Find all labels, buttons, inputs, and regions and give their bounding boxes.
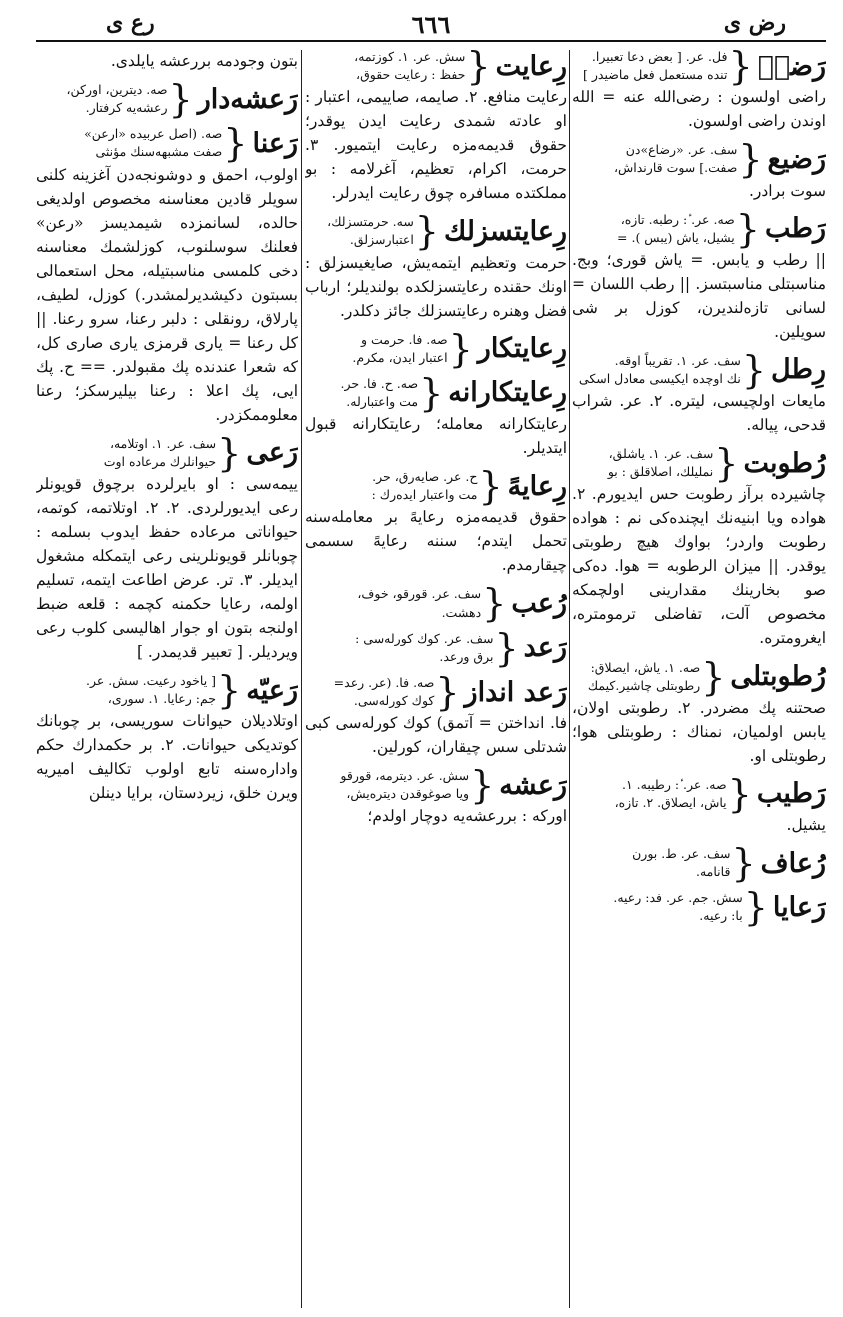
definition: ییمه‌سی : او بایرلرده برچوق قویونلر رعی ایدیورلردی. ٢. ٢. اوتلاتمه، کوتمه، حیواناتی مرعاده حفظ ایدوب بسلمه : چوبانلر قویونلرینی رعی ایتمکله مشغول ایدیلر. ٣. تر. عرض اطاعت ایتمه، تسلیم اولمه، رعایا حکمنه کچمه : قلعه ضبط اولنجه بتون او جوار اهالیسی کلوب رعی ویردیلر. [ تعبیر قدیمدر. ] bbox=[36, 474, 298, 662]
definition: مایعات اولچیسی، لیتره. ٢. عر. شراب قدحی، پیاله. bbox=[572, 392, 826, 435]
dictionary-entry bbox=[572, 441, 826, 650]
headword: رَضیٖ bbox=[757, 50, 826, 82]
grammar-line: نك اوچده ایکیسی معادل اسکی bbox=[578, 370, 741, 386]
brace-mark: { bbox=[168, 77, 193, 122]
entry-head bbox=[572, 206, 826, 251]
column-left bbox=[36, 48, 298, 1310]
dictionary-entry bbox=[305, 370, 567, 460]
grammar-line: اعتبارسزلق. bbox=[349, 232, 414, 248]
grammar-line: سش. عر. دیترمه، قورقو bbox=[340, 768, 470, 784]
brace-mark: { bbox=[435, 669, 460, 714]
entry-head bbox=[305, 669, 567, 714]
grammar-note bbox=[305, 585, 481, 621]
column-right bbox=[572, 48, 826, 1310]
entry-head bbox=[305, 370, 567, 415]
grammar-note bbox=[305, 468, 477, 504]
grammar-note bbox=[572, 141, 737, 177]
grammar-note bbox=[36, 125, 222, 161]
grammar-line: سف. عر. ١. تقریباً اوقه. bbox=[614, 352, 741, 368]
entry-head bbox=[36, 430, 298, 475]
dictionary-entry bbox=[572, 206, 826, 344]
grammar-line: ویا صوغوقدن دیتره‌یش، bbox=[346, 786, 470, 802]
headword: رَعشه‌دار bbox=[197, 83, 298, 115]
brace-mark: { bbox=[714, 441, 739, 486]
dictionary-entry bbox=[305, 625, 567, 670]
header-right-guide: رض ی bbox=[723, 10, 786, 36]
grammar-line: صفت.] سوت قارنداش، bbox=[613, 160, 738, 176]
headword: رَطب bbox=[764, 213, 826, 245]
entry-head bbox=[305, 326, 567, 371]
brace-mark: { bbox=[731, 841, 756, 886]
grammar-line: سف. عر. ١. یاشلق، bbox=[608, 446, 714, 462]
dictionary-entry bbox=[305, 669, 567, 759]
headword: رُعب bbox=[511, 588, 567, 620]
entry-head bbox=[572, 48, 826, 89]
grammar-line: رعشه‌یه کرفتار. bbox=[85, 100, 168, 116]
headword: رَضیع bbox=[767, 143, 826, 175]
grammar-line: اعتبار ایدن، مکرم. bbox=[352, 349, 448, 365]
grammar-line: صه. فا. (عر. رعد= bbox=[333, 674, 435, 690]
grammar-line: مت واعتبارله. bbox=[346, 394, 419, 409]
dictionary-entry bbox=[572, 841, 826, 886]
headword: رَعشه bbox=[499, 769, 567, 801]
grammar-note bbox=[572, 445, 713, 481]
headword: رَعد bbox=[523, 632, 567, 664]
headword: رَعد انداز bbox=[464, 676, 567, 708]
dictionary-entry bbox=[305, 326, 567, 371]
grammar-line: قانامه. bbox=[695, 864, 731, 880]
grammar-line: یاش، ایصلاق. ٢. تازه، bbox=[614, 794, 727, 810]
brace-mark: { bbox=[738, 137, 763, 182]
header-rule bbox=[36, 40, 826, 42]
headword: رِعایت bbox=[495, 50, 567, 82]
grammar-note bbox=[305, 767, 469, 803]
grammar-line: صه. ١. یاش، ایصلاق: bbox=[590, 659, 701, 675]
grammar-line: صه. ح. فا. حر. bbox=[340, 375, 419, 391]
grammar-line: صه. فا. حرمت و bbox=[360, 331, 448, 347]
entry-head bbox=[305, 464, 567, 509]
brace-mark: { bbox=[727, 771, 752, 816]
definition: رعایت منافع. ٢. صایمه، صاییمی، اعتبار : او عادته شمدی رعایت ایدن یوقدر؛ حقوق قدیمه‌مزه رعایت ایتمیور. ٣. حرمت، اکرام، تعظیم، آغرلامه : بو مملکتده مسافره چوق رعایت ایدرلر. bbox=[305, 88, 567, 203]
brace-mark: { bbox=[743, 885, 768, 930]
brace-mark: { bbox=[414, 209, 439, 254]
grammar-note bbox=[305, 48, 465, 84]
entry-head bbox=[572, 771, 826, 816]
column-divider bbox=[301, 50, 302, 1308]
entry-head bbox=[572, 885, 826, 930]
grammar-note bbox=[305, 375, 418, 411]
definition: حرمت وتعظیم ایتمه‌یش، صایغیسزلق : اونك حقنده رعایتسزلکده بولندیلر؛ ارباب فضل وهنره رعایتسزلك جائز دکلدر. bbox=[305, 253, 567, 320]
headword: رَعی bbox=[246, 437, 298, 469]
grammar-note bbox=[572, 889, 743, 925]
headword: رِعایتسزلك bbox=[443, 215, 567, 247]
grammar-line: صه. عر. ٔ: رطبه. تازه، bbox=[620, 211, 735, 227]
dictionary-entry bbox=[572, 137, 826, 202]
grammar-note bbox=[36, 81, 168, 117]
headword: رَعنا bbox=[252, 127, 298, 159]
dictionary-entry bbox=[572, 654, 826, 768]
headword: رُطوبتلی bbox=[730, 661, 826, 693]
headword: رَطیب bbox=[756, 778, 826, 810]
grammar-line: صه. دیترین، اورکن، bbox=[66, 82, 168, 98]
grammar-line: [ یاخود رعیت. سش. عر. bbox=[85, 673, 217, 689]
column-middle bbox=[305, 48, 567, 1310]
brace-mark: { bbox=[470, 763, 495, 808]
page-header bbox=[36, 6, 826, 40]
brace-mark: { bbox=[223, 121, 248, 166]
grammar-line: جم: رعایا. ١. سوری، bbox=[107, 691, 217, 707]
brace-mark: { bbox=[217, 668, 242, 713]
entry-head bbox=[305, 625, 567, 670]
entry-head bbox=[36, 121, 298, 166]
headword: رَعایا bbox=[772, 891, 826, 923]
headword: رِطل bbox=[771, 354, 826, 386]
grammar-line: رطوبتلی چاشیر.کیمك bbox=[587, 677, 701, 693]
headword: رُطوبت bbox=[743, 447, 826, 479]
definition: اولوب، احمق و دوشونجه‌دن آغزینه کلنی سویلر قادین معناسنه مخصوص اولدیغی حالده، لسانمزده شیمدیسز «رعن» فعلنك سوسلنوب، کوزلشمك معناسنه دخی کلمسی مناسبتیله، محل استعمالی بسبتون دکیشدیرلمشدر.) کوزل، لطیف، پارلاق، رونقلی : دلبر رعنا، سرو رعنا. || کل رعنا = یاری قرمزی یاری صاری کل، که شعرا عندنده پك مقبولدر. == ح. پك ایی، پك اعلا : رعنا بیلیرسکز؛ رعنا معلوممکزدر. bbox=[36, 165, 298, 424]
definition: چاشیرده برآز رطوبت حس ایدیورم. ٢. هواده ویا ابنیه‌نك ایچنده‌کی نم : هواده رطوبت واردر؛ بواوك هیچ رطوبتی یوقدر. || میزان الرطوبه = هوا. ده‌کی صو بخارینك مقدارینی اولچمکه مخصوص آلت، تفاضلی ترمومتره، ایغرومتره. bbox=[572, 485, 826, 648]
dictionary-entry bbox=[36, 49, 298, 73]
grammar-line: سش. جم. عر. فد: رعیه. bbox=[613, 890, 743, 906]
dictionary-entry bbox=[572, 347, 826, 437]
grammar-line: سف. عر. قورقو، خوف، bbox=[357, 586, 482, 602]
grammar-line: سف. عر. کوك کورله‌سی : bbox=[355, 630, 494, 646]
definition: فا. انداختن = آتمق) کوك کورله‌سی کبی شدتلی سس چیقاران، کورلین. bbox=[305, 714, 567, 757]
dictionary-entry bbox=[305, 48, 567, 205]
brace-mark: { bbox=[466, 48, 491, 89]
brace-mark: { bbox=[741, 347, 767, 392]
header-left-guide: رع ی bbox=[106, 10, 155, 36]
grammar-line: مت واعتبار ایده‌رك : bbox=[371, 487, 478, 503]
entry-head bbox=[36, 77, 298, 122]
grammar-note bbox=[305, 331, 448, 367]
dictionary-entry bbox=[36, 77, 298, 122]
grammar-line: ح. عر. صایه‌رق، حر. bbox=[372, 469, 478, 485]
brace-mark: { bbox=[482, 581, 507, 626]
grammar-note bbox=[305, 213, 414, 249]
grammar-line: تنده مستعمل فعل ماضیدر ] bbox=[583, 67, 728, 83]
dictionary-entry bbox=[572, 885, 826, 930]
grammar-note bbox=[572, 845, 730, 881]
headword: رُعاف bbox=[760, 847, 826, 879]
brace-mark: { bbox=[735, 206, 760, 251]
grammar-line: حیوانلرك مرعاده اوت bbox=[103, 453, 217, 469]
grammar-line: یشیل، یاش (یبس ). = bbox=[617, 229, 735, 245]
definition: || رطب و یابس. = یاش قوری؛ وبج. مناسبتلی مناسبتسز. || رطب اللسان = لسانی تازه‌لندیرن، کوزل بر شی سویلین. bbox=[572, 250, 826, 341]
grammar-line: دهشت. bbox=[441, 604, 482, 620]
entry-head bbox=[572, 137, 826, 182]
dictionary-entry bbox=[36, 121, 298, 426]
entry-head bbox=[36, 668, 298, 713]
brace-mark: { bbox=[419, 370, 444, 415]
dictionary-entry bbox=[36, 668, 298, 805]
column-divider bbox=[569, 50, 570, 1308]
grammar-line: صه. (اصل عربیده «ارعن» bbox=[84, 126, 223, 142]
brace-mark: { bbox=[478, 464, 503, 509]
grammar-note bbox=[572, 211, 735, 247]
grammar-line: فل. عر. [ بعض دعا تعبیرا. bbox=[591, 49, 728, 64]
grammar-line: سف. عر. «رضاع»دن bbox=[625, 142, 738, 158]
grammar-note bbox=[305, 674, 434, 710]
brace-mark: { bbox=[701, 654, 726, 699]
grammar-line: با: رعیه. bbox=[699, 908, 743, 924]
brace-mark: { bbox=[494, 625, 519, 670]
headword: رِعایتکارانه bbox=[448, 377, 567, 409]
dictionary-entry bbox=[305, 464, 567, 577]
grammar-note bbox=[36, 435, 216, 471]
definition: سوت برادر. bbox=[748, 181, 826, 200]
grammar-line: حفظ : رعایت حقوق، bbox=[356, 67, 466, 83]
headword: رَعیّه bbox=[246, 674, 298, 706]
grammar-note bbox=[305, 630, 493, 666]
dictionary-entry bbox=[572, 48, 826, 133]
dictionary-entry bbox=[305, 581, 567, 626]
grammar-line: سف. عر. ط. بورن bbox=[632, 846, 731, 862]
definition: اورکه : بررعشه‌یه دوچار اولدم؛ bbox=[367, 807, 567, 826]
dictionary-entry bbox=[305, 209, 567, 322]
definition: راضی اولسون : رضی‌الله عنه = الله اوندن راضی اولسون. bbox=[572, 88, 826, 131]
page-number: ٦٦٦ bbox=[411, 10, 451, 39]
entry-head bbox=[305, 48, 567, 89]
brace-mark: { bbox=[728, 48, 753, 89]
definition: یشیل. bbox=[786, 816, 826, 835]
entry-head bbox=[305, 209, 567, 254]
grammar-line: برق ورعد. bbox=[439, 648, 494, 664]
entry-head bbox=[305, 581, 567, 626]
dictionary-entry bbox=[572, 771, 826, 837]
grammar-note bbox=[572, 48, 727, 84]
grammar-line: صه. عر. ٔ: رطیبه. ١. bbox=[621, 776, 727, 792]
entry-head bbox=[572, 654, 826, 699]
grammar-line: سف. عر. ١. اوتلامه، bbox=[109, 435, 217, 451]
brace-mark: { bbox=[448, 326, 473, 371]
grammar-line: سش. عر. ١. کوزتمه، bbox=[354, 49, 466, 64]
entry-head bbox=[572, 347, 826, 392]
grammar-line: سه. حرمتسزلك، bbox=[327, 214, 414, 230]
grammar-note bbox=[572, 352, 741, 388]
definition: بتون وجودمه بررعشه یایلدی. bbox=[110, 52, 298, 70]
grammar-line: نملیلك، اصلاقلق : بو bbox=[607, 464, 714, 480]
entry-head bbox=[572, 441, 826, 486]
dictionary-entry bbox=[305, 763, 567, 828]
definition: رعایتکارانه معامله؛ رعایتکارانه قبول ایتدیلر. bbox=[305, 415, 567, 458]
headword: رِعایهً bbox=[507, 470, 567, 502]
dictionary-entry bbox=[36, 430, 298, 664]
entry-head bbox=[572, 841, 826, 886]
definition: صحتنه پك مضردر. ٢. رطوبتی اولان، یابس اولمیان، نمناك : رطوبتلی هوا؛ رطوبتلی او. bbox=[572, 698, 826, 765]
brace-mark: { bbox=[217, 430, 242, 475]
definition: اوتلادیلان حیوانات سوریسی، بر چوبانك کوتدیکی حیوانات. ٢. بر حکمدارك حکم وادارەسنه تابع اولوب تکالیف امیریه ویرن خلق، زیردستان، برایا دینلن bbox=[36, 712, 298, 803]
headword: رِعایتکار bbox=[477, 333, 567, 365]
grammar-note bbox=[572, 776, 727, 812]
entry-head bbox=[305, 763, 567, 808]
grammar-line: صفت مشبهه‌سنك مؤنثی bbox=[95, 144, 223, 160]
grammar-note bbox=[36, 672, 216, 708]
grammar-note bbox=[572, 659, 700, 695]
grammar-line: کوك کورله‌سی. bbox=[353, 693, 435, 709]
definition: حقوق قدیمه‌مزه رعایهً بر معاملەسنه تحمل ایتدم؛ سننه رعایهً سسمی چیقارمدم. bbox=[305, 508, 567, 575]
